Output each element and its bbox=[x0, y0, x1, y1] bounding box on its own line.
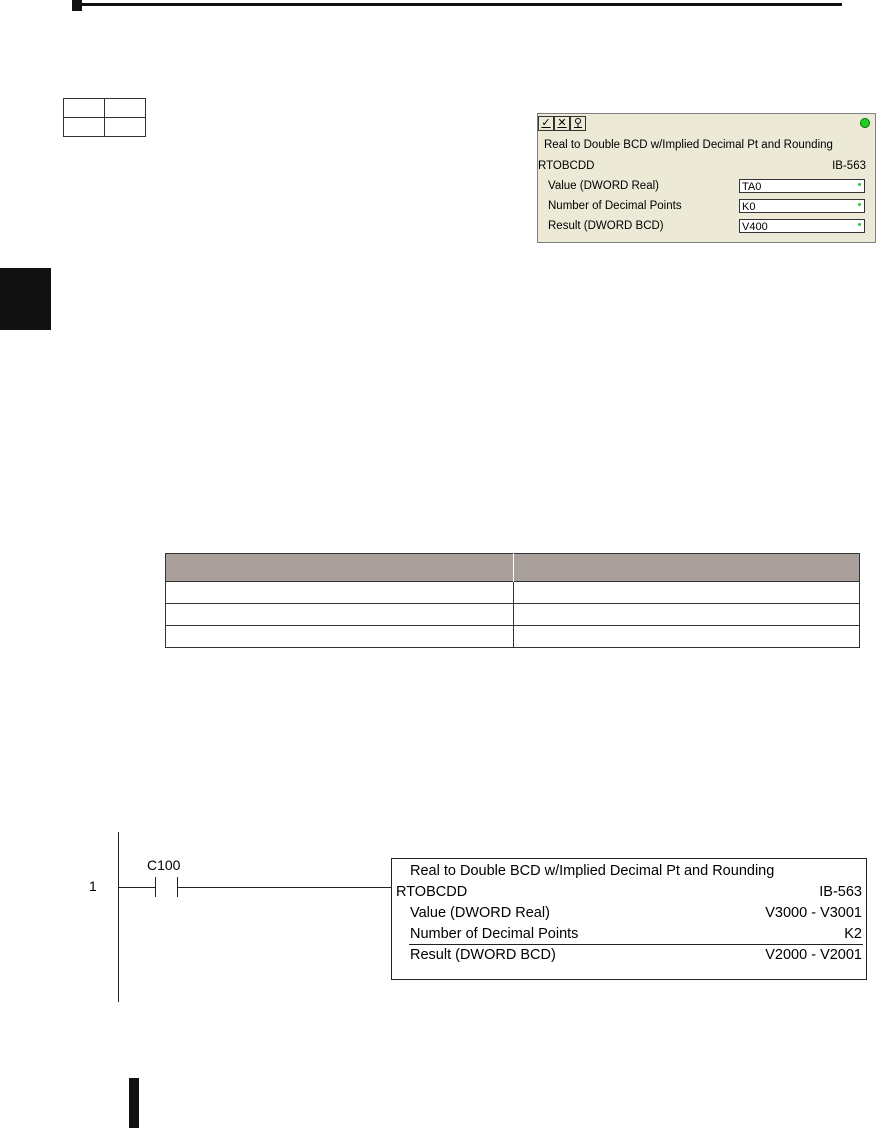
ladder-box-title: Real to Double BCD w/Implied Decimal Pt and Rounding bbox=[410, 863, 775, 879]
table-cell bbox=[514, 604, 860, 626]
table-header-cell bbox=[514, 554, 860, 582]
table-row bbox=[166, 626, 860, 648]
field-indicator-icon bbox=[858, 203, 861, 206]
ladder-param-value: K2 bbox=[844, 926, 862, 942]
ladder-param-label: Value (DWORD Real) bbox=[410, 905, 550, 921]
ibox-code: RTOBCDD bbox=[538, 160, 595, 172]
ladder-param-label: Result (DWORD BCD) bbox=[410, 947, 556, 963]
grid-cell bbox=[64, 99, 105, 118]
chapter-side-tab bbox=[0, 268, 51, 330]
ladder-instruction-box bbox=[391, 858, 867, 980]
contact-left-bar bbox=[155, 877, 156, 897]
header-tab-marker bbox=[72, 0, 82, 11]
param-label-value: Value (DWORD Real) bbox=[548, 180, 659, 192]
result-field-text: V400 bbox=[742, 221, 768, 233]
value-field-text: TA0 bbox=[742, 181, 762, 193]
decimal-points-field[interactable] bbox=[739, 199, 865, 213]
table-cell bbox=[514, 626, 860, 648]
field-indicator-icon bbox=[858, 223, 861, 226]
table-cell bbox=[166, 626, 514, 648]
parameter-table bbox=[165, 553, 860, 648]
table-header-cell bbox=[166, 554, 514, 582]
grid-cell bbox=[105, 118, 146, 137]
result-field[interactable] bbox=[739, 219, 865, 233]
param-label-decimal-points: Number of Decimal Points bbox=[548, 200, 682, 212]
rung-wire bbox=[119, 887, 155, 888]
table-row bbox=[166, 582, 860, 604]
table-row bbox=[166, 604, 860, 626]
decimal-points-field-text: K0 bbox=[742, 201, 756, 213]
rung-wire bbox=[178, 887, 391, 888]
check-icon[interactable]: ✓ bbox=[538, 116, 554, 131]
ibox-toolbar bbox=[538, 116, 586, 130]
cancel-icon[interactable]: ✕ bbox=[554, 116, 570, 131]
ladder-box-number: IB-563 bbox=[819, 884, 862, 900]
table-cell bbox=[166, 582, 514, 604]
cpu-compatibility-grid bbox=[63, 98, 146, 137]
value-field[interactable] bbox=[739, 179, 865, 193]
table-header-row bbox=[166, 554, 860, 582]
status-light-icon bbox=[860, 118, 870, 128]
ladder-box-code: RTOBCDD bbox=[396, 884, 468, 900]
field-indicator-icon bbox=[858, 183, 861, 186]
help-icon[interactable]: ⚲ bbox=[570, 116, 586, 131]
contact-label: C100 bbox=[147, 857, 181, 873]
grid-cell bbox=[105, 99, 146, 118]
ibox-dialog bbox=[537, 113, 876, 243]
ladder-power-rail bbox=[118, 832, 119, 1002]
table-cell bbox=[514, 582, 860, 604]
param-label-result: Result (DWORD BCD) bbox=[548, 220, 664, 232]
ibox-title: Real to Double BCD w/Implied Decimal Pt and Rounding bbox=[544, 139, 833, 151]
ladder-box-divider bbox=[409, 944, 863, 945]
note-bar-marker bbox=[129, 1078, 139, 1128]
header-rule bbox=[82, 3, 842, 6]
grid-cell bbox=[64, 118, 105, 137]
rung-number: 1 bbox=[89, 878, 97, 894]
ibox-number: IB-563 bbox=[832, 160, 866, 172]
ladder-param-value: V2000 - V2001 bbox=[765, 947, 862, 963]
ladder-param-label: Number of Decimal Points bbox=[410, 926, 579, 942]
ladder-param-value: V3000 - V3001 bbox=[765, 905, 862, 921]
table-cell bbox=[166, 604, 514, 626]
